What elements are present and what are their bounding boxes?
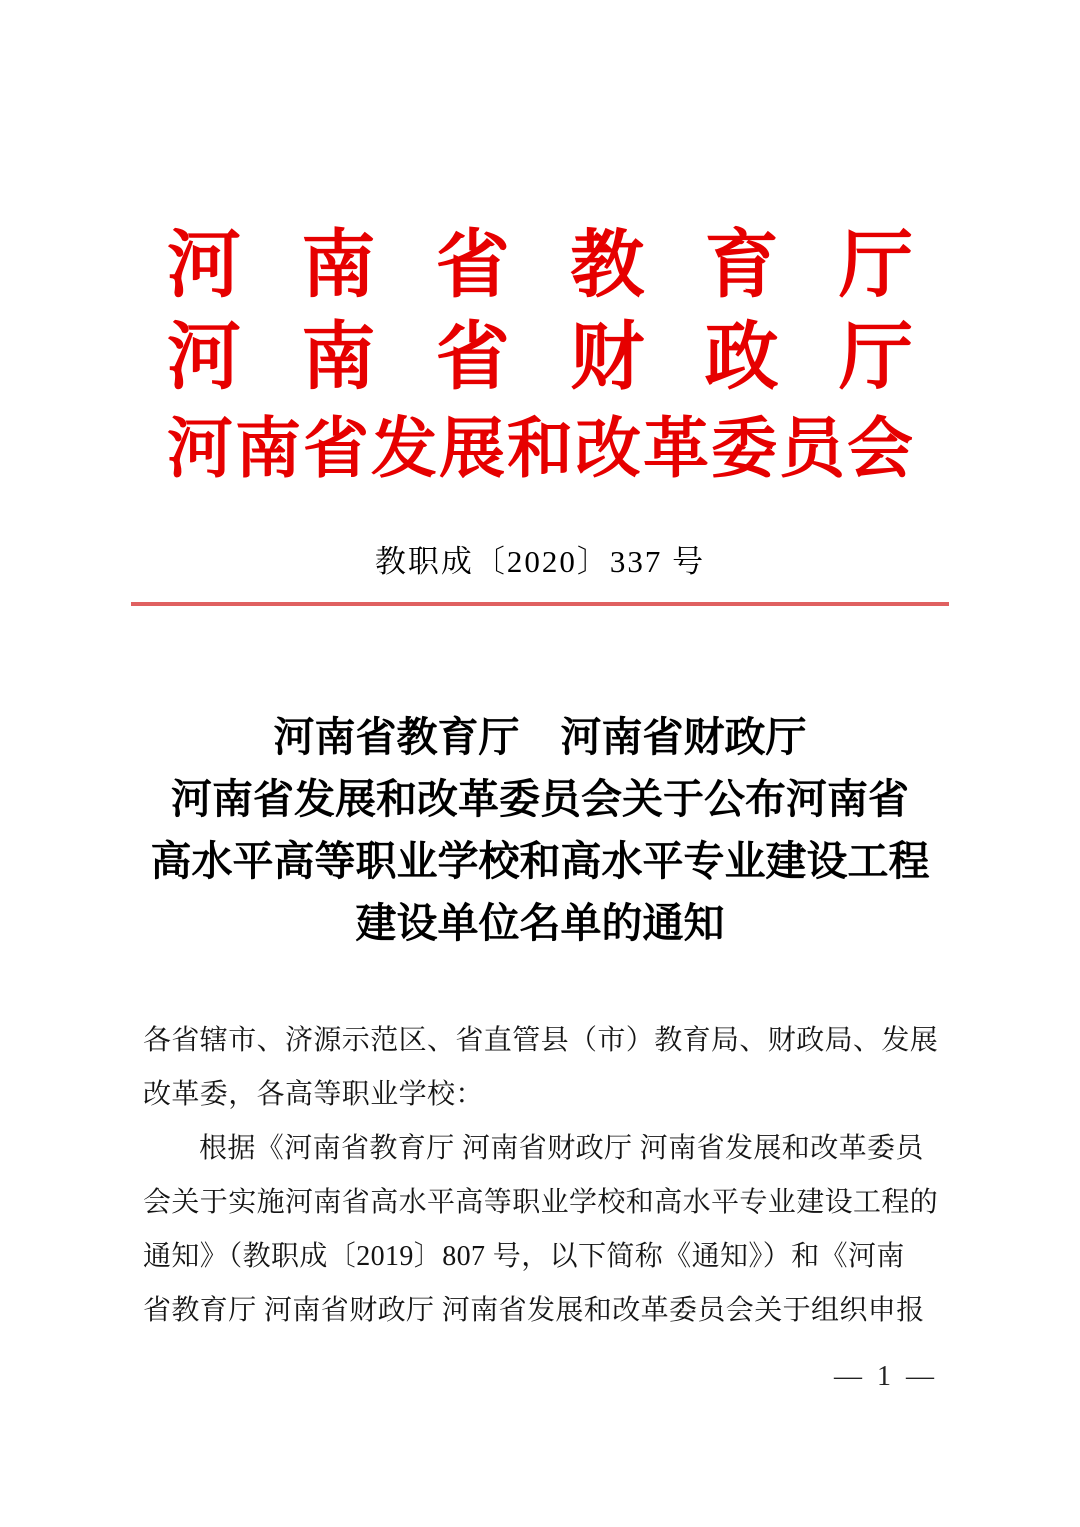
title-line-4: 建设单位名单的通知 xyxy=(355,900,725,946)
agency-name-development-reform-commission: 河南省发展和改革委员会 xyxy=(167,413,913,486)
document-reference-number: 教职成〔2020〕337 号 xyxy=(374,544,706,579)
paragraph-line-4: 省教育厅 河南省财政厅 河南省发展和改革委员会关于组织申报 xyxy=(143,1295,925,1326)
paragraph-line-3: 通知》（教职成〔2019〕807 号，以下简称《通知》）和《河南 xyxy=(143,1241,905,1272)
page-number: — 1 — xyxy=(834,1361,938,1392)
title-line-2: 河南省发展和改革委员会关于公布河南省 xyxy=(171,776,909,822)
agency-name-education-dept: 河南省教育厅 xyxy=(167,225,913,307)
document-title xyxy=(110,706,970,954)
salutation-line-1: 各省辖市、济源示范区、省直管县（市）教育局、财政局、发展 xyxy=(143,1025,939,1056)
paragraph-line-1: 根据《河南省教育厅 河南省财政厅 河南省发展和改革委员 xyxy=(199,1133,924,1164)
agency-name-finance-dept: 河南省财政厅 xyxy=(167,317,913,399)
red-divider-rule xyxy=(131,602,949,606)
document-body xyxy=(143,1014,943,1338)
salutation-line-2: 改革委，各高等职业学校： xyxy=(143,1079,484,1110)
paragraph-line-2: 会关于实施河南省高水平高等职业学校和高水平专业建设工程的 xyxy=(143,1187,939,1218)
red-letterhead xyxy=(167,0,913,496)
title-line-3: 高水平高等职业学校和高水平专业建设工程 xyxy=(150,838,930,884)
title-line-1: 河南省教育厅 河南省财政厅 xyxy=(273,714,807,760)
